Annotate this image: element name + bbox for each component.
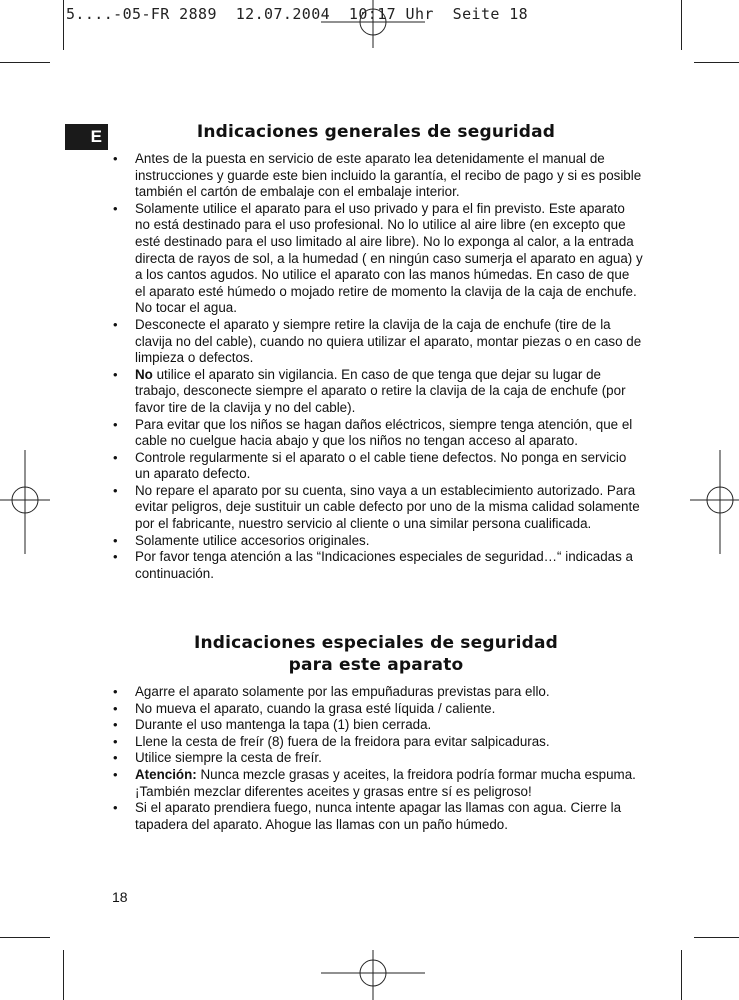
list-item <box>113 533 643 550</box>
section-general-safety-title: Indicaciones generales de seguridad <box>196 122 556 142</box>
list-item <box>113 701 643 718</box>
page-number: 18 <box>112 889 128 905</box>
registration-mark-top <box>321 0 425 48</box>
item-text: Desconecte el aparato y siempre retire la clavija de la caja de enchufe (tire de la clavija no del cable), cuando no quiera utilizar el aparato, montar piezas o en caso de limpieza o defectos. <box>135 316 642 366</box>
registration-mark-left <box>0 450 52 554</box>
crop-mark <box>63 0 64 50</box>
print-slug: 5....-05-FR 2889 12.07.2004 10:17 Uhr Seite 18 <box>66 5 529 23</box>
general-safety-list <box>113 151 643 582</box>
item-text: Antes de la puesta en servicio de este aparato lea detenidamente el manual de instrucciones y guarde este bien incluido la garantía, el recibo de pago y si es posible también el cartón de embalaje con el embalaje interior. <box>135 151 642 200</box>
item-text: Solamente utilice accesorios originales. <box>135 532 370 548</box>
item-text: Para evitar que los niños se hagan daños eléctricos, siempre tenga atención, que el cable no cuelgue hacia abajo y que los niños no tengan acceso al aparato. <box>135 416 633 449</box>
list-item <box>113 734 643 751</box>
section-special-safety-title <box>110 632 642 676</box>
special-safety-list <box>113 684 643 833</box>
list-item <box>113 800 643 833</box>
crop-mark <box>694 62 739 63</box>
item-text: Solamente utilice el aparato para el uso privado y para el fin previsto. Este aparato no está destinado para el uso profesional. No lo utilice al aire libre (en excepto que esté destinado para el uso limitado al aire libre). No lo exponga al calor, a la entrada directa de rayos de sol, a la humedad ( en ningún caso sumerja el aparato en agua) y a los cantos agudos. No utilice el aparato con las manos húmedas. En caso de que el aparato esté húmedo o mojado retire de momento la clavija de la caja de enchufe. No tocar el agua. <box>135 200 643 316</box>
crop-mark <box>63 950 64 1000</box>
registration-mark-right <box>690 450 739 554</box>
list-item <box>113 717 643 734</box>
item-text: Controle regularmente si el aparato o el cable tiene defectos. No ponga en servicio un aparato defecto. <box>135 449 627 482</box>
item-text: Durante el uso mantenga la tapa (1) bien cerrada. <box>135 717 432 733</box>
crop-mark <box>681 0 682 50</box>
item-text: No repare el aparato por su cuenta, sino vaya a un establecimiento autorizado. Para evitar peligros, deje sustituir un cable defecto por uno de la misma calidad solamente por el fabricante, nuestro servicio al cliente o una similar persona cualificada. <box>135 482 640 532</box>
list-item <box>113 549 643 582</box>
list-item <box>113 684 643 701</box>
list-item <box>113 450 643 483</box>
item-text: Si el aparato prendiera fuego, nunca intente apagar las llamas con agua. Cierre la tapadera del aparato. Ahogue las llamas con un paño húmedo. <box>135 800 622 832</box>
registration-mark-bottom <box>321 950 425 1000</box>
crop-mark <box>0 937 50 938</box>
list-item <box>113 767 643 800</box>
crop-mark <box>694 937 739 938</box>
item-text: Llene la cesta de freír (8) fuera de la freidora para evitar salpicaduras. <box>135 733 550 749</box>
item-text: Agarre el aparato solamente por las empuñaduras previstas para ello. <box>135 684 550 699</box>
item-bold-lead: Atención: <box>135 766 197 782</box>
crop-mark <box>0 62 50 63</box>
list-item <box>113 750 643 767</box>
item-text: Utilice siempre la cesta de freír. <box>135 750 322 766</box>
list-item <box>113 483 643 533</box>
list-item <box>113 151 643 201</box>
item-text: Nunca mezcle grasas y aceites, la freidora podría formar mucha espuma. ¡También mezclar diferentes aceites y grasas entre sí es peligroso! <box>135 766 636 799</box>
title-line-2: para este aparato <box>288 655 464 675</box>
crop-mark <box>681 950 682 1000</box>
list-item <box>113 201 643 317</box>
list-item <box>113 417 643 450</box>
item-bold-lead: No <box>135 366 153 382</box>
language-tab: E <box>65 124 108 150</box>
list-item <box>113 317 643 367</box>
item-text: utilice el aparato sin vigilancia. En caso de que tenga que dejar su lugar de trabajo, desconecte siempre el aparato o retire la clavija de la caja de enchufe (por favor tire de la clavija y no del cable). <box>135 366 626 415</box>
item-text: Por favor tenga atención a las “Indicaciones especiales de seguridad…“ indicadas a continuación. <box>135 549 633 581</box>
item-text: No mueva el aparato, cuando la grasa esté líquida / caliente. <box>135 700 496 716</box>
list-item <box>113 367 643 417</box>
title-line-1: Indicaciones especiales de seguridad <box>193 633 559 653</box>
